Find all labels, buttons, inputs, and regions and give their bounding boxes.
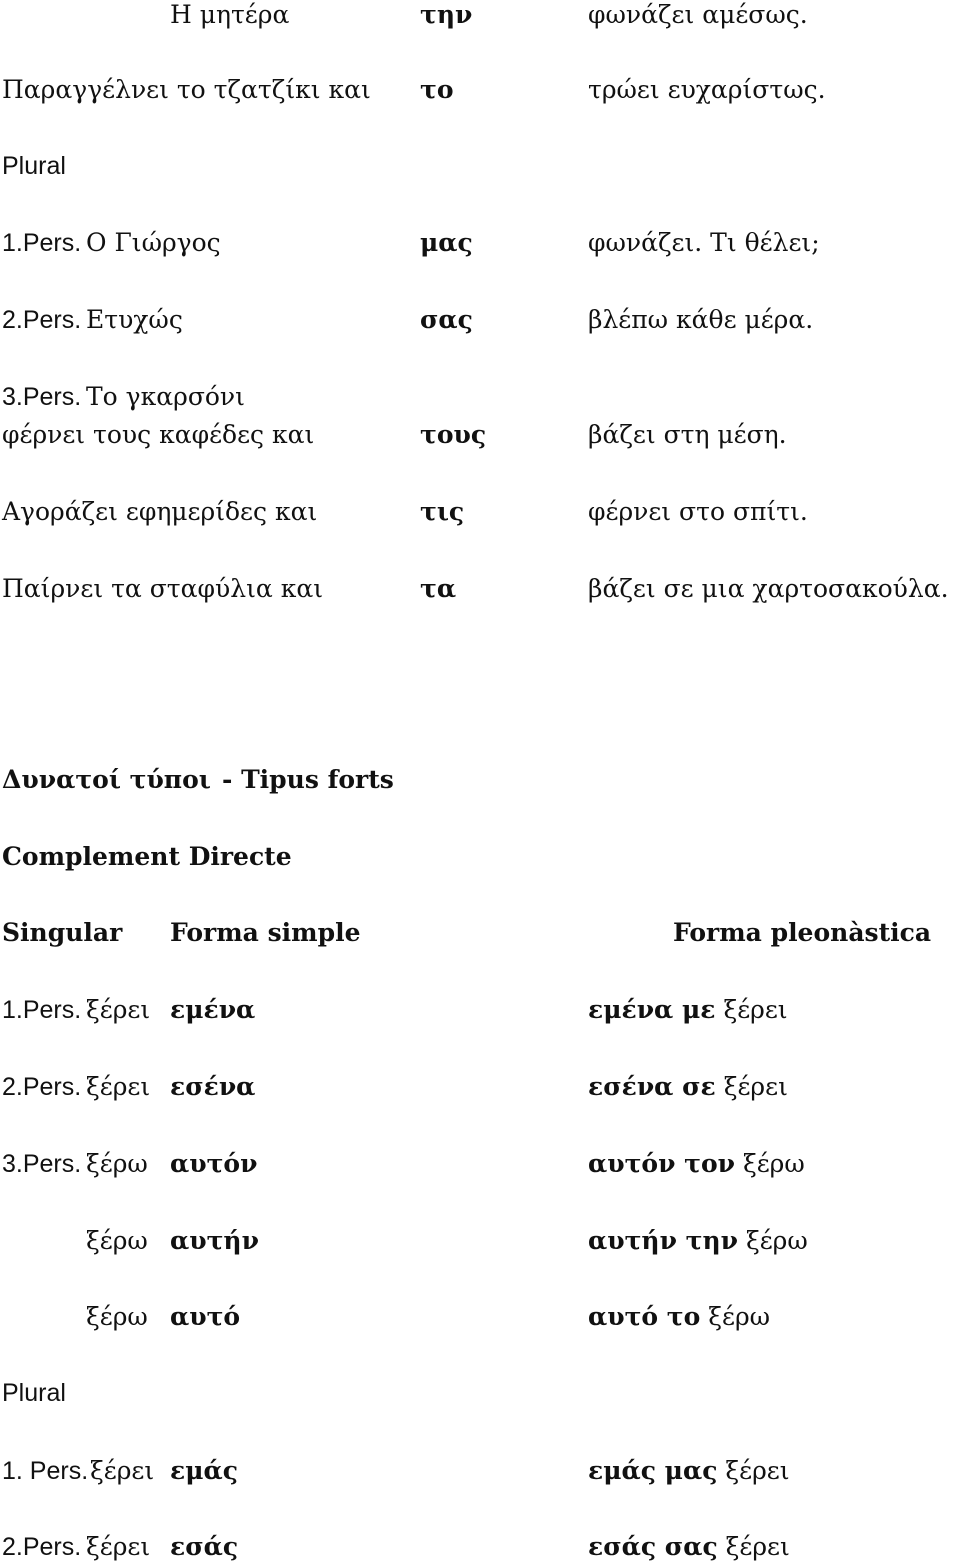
simple-form: αυτήν xyxy=(170,1226,259,1255)
pleonastic-verb: ξέρει xyxy=(725,1456,790,1485)
simple-form: εμάς xyxy=(170,1456,238,1485)
pleonastic-pronoun: εμάς μας xyxy=(588,1456,718,1485)
row-pronoun: τους xyxy=(420,420,487,449)
simple-form: εμένα xyxy=(170,995,256,1024)
pleonastic-form xyxy=(588,1532,790,1562)
pleonastic-verb: ξέρει xyxy=(725,1532,790,1561)
subsection-title: Complement Directe xyxy=(2,842,292,871)
pleonastic-verb: ξέρει xyxy=(723,995,788,1024)
section-title-catalan: - Tipus forts xyxy=(222,765,394,794)
verb: ξέρει xyxy=(86,1072,151,1101)
pleonastic-form xyxy=(588,1149,805,1179)
simple-form: αυτόν xyxy=(170,1149,258,1178)
row-text-rest: βλέπω κάθε μέρα. xyxy=(588,305,814,334)
plural-heading: Plural xyxy=(2,152,66,180)
row-text-rest: τρώει ευχαρίστως. xyxy=(588,75,826,104)
pleonastic-pronoun: αυτό το xyxy=(588,1302,701,1331)
row-text-rest: βάζει στη μέση. xyxy=(588,420,787,449)
person-label: 3.Pers. xyxy=(2,383,82,411)
row-text-rest: φέρνει στο σπίτι. xyxy=(588,497,808,526)
header-singular: Singular xyxy=(2,918,123,947)
person-label: 3.Pers. xyxy=(2,1150,82,1178)
pleonastic-pronoun: εσένα σε xyxy=(588,1072,716,1101)
verb: ξέρω xyxy=(86,1226,148,1255)
verb: ξέρω xyxy=(86,1302,148,1331)
simple-form: αυτό xyxy=(170,1302,241,1331)
row-text-lead: Η μητέρα xyxy=(170,0,290,29)
row-text-lead: Παίρνει τα σταφύλια και xyxy=(2,574,324,603)
row-pronoun: μας xyxy=(420,228,473,257)
pleonastic-form xyxy=(588,1302,770,1332)
section-title-greek: Δυνατοί τύποι xyxy=(2,765,211,794)
row-text-rest: φωνάζει αμέσως. xyxy=(588,0,808,29)
verb: ξέρω xyxy=(86,1149,148,1178)
verb: ξέρει xyxy=(90,1456,155,1485)
pleonastic-pronoun: εσάς σας xyxy=(588,1532,718,1561)
row-pronoun: τα xyxy=(420,574,457,603)
row-subject: Ετυχώς xyxy=(86,305,183,334)
pleonastic-form xyxy=(588,995,788,1025)
row-pronoun: την xyxy=(420,0,473,29)
person-label: 1. Pers. xyxy=(2,1457,89,1485)
row-text-rest: φωνάζει. Τι θέλει; xyxy=(588,228,820,257)
person-label: 1.Pers. xyxy=(2,229,82,257)
row-pronoun: τις xyxy=(420,497,465,526)
verb: ξέρει xyxy=(86,995,151,1024)
pleonastic-form xyxy=(588,1226,808,1256)
row-text-lead: Παραγγέλνει το τζατζίκι και xyxy=(2,75,371,104)
pleonastic-form xyxy=(588,1072,788,1102)
person-label: 1.Pers. xyxy=(2,996,82,1024)
pleonastic-verb: ξέρω xyxy=(742,1149,805,1178)
plural-heading: Plural xyxy=(2,1379,66,1407)
header-forma-simple: Forma simple xyxy=(170,918,361,947)
row-subject: Το γκαρσόνι xyxy=(86,382,245,411)
row-text-lead: φέρνει τους καφέδες και xyxy=(2,420,315,449)
row-text-rest: βάζει σε μια χαρτοσακούλα. xyxy=(588,574,949,603)
row-pronoun: το xyxy=(420,75,454,104)
row-text-lead: Αγοράζει εφημερίδες και xyxy=(2,497,318,526)
pleonastic-pronoun: αυτήν την xyxy=(588,1226,738,1255)
person-label: 2.Pers. xyxy=(2,1533,82,1561)
simple-form: εσάς xyxy=(170,1532,239,1561)
verb: ξέρει xyxy=(86,1532,151,1561)
header-forma-pleonastica: Forma pleonàstica xyxy=(673,918,932,947)
pleonastic-verb: ξέρει xyxy=(723,1072,788,1101)
person-label: 2.Pers. xyxy=(2,306,82,334)
pleonastic-pronoun: αυτόν τον xyxy=(588,1149,735,1178)
pleonastic-verb: ξέρω xyxy=(708,1302,771,1331)
pleonastic-pronoun: εμένα με xyxy=(588,995,716,1024)
pleonastic-verb: ξέρω xyxy=(745,1226,808,1255)
person-label: 2.Pers. xyxy=(2,1073,82,1101)
row-subject: Ο Γιώργος xyxy=(86,228,221,257)
row-pronoun: σας xyxy=(420,305,473,334)
simple-form: εσένα xyxy=(170,1072,256,1101)
pleonastic-form xyxy=(588,1456,790,1486)
